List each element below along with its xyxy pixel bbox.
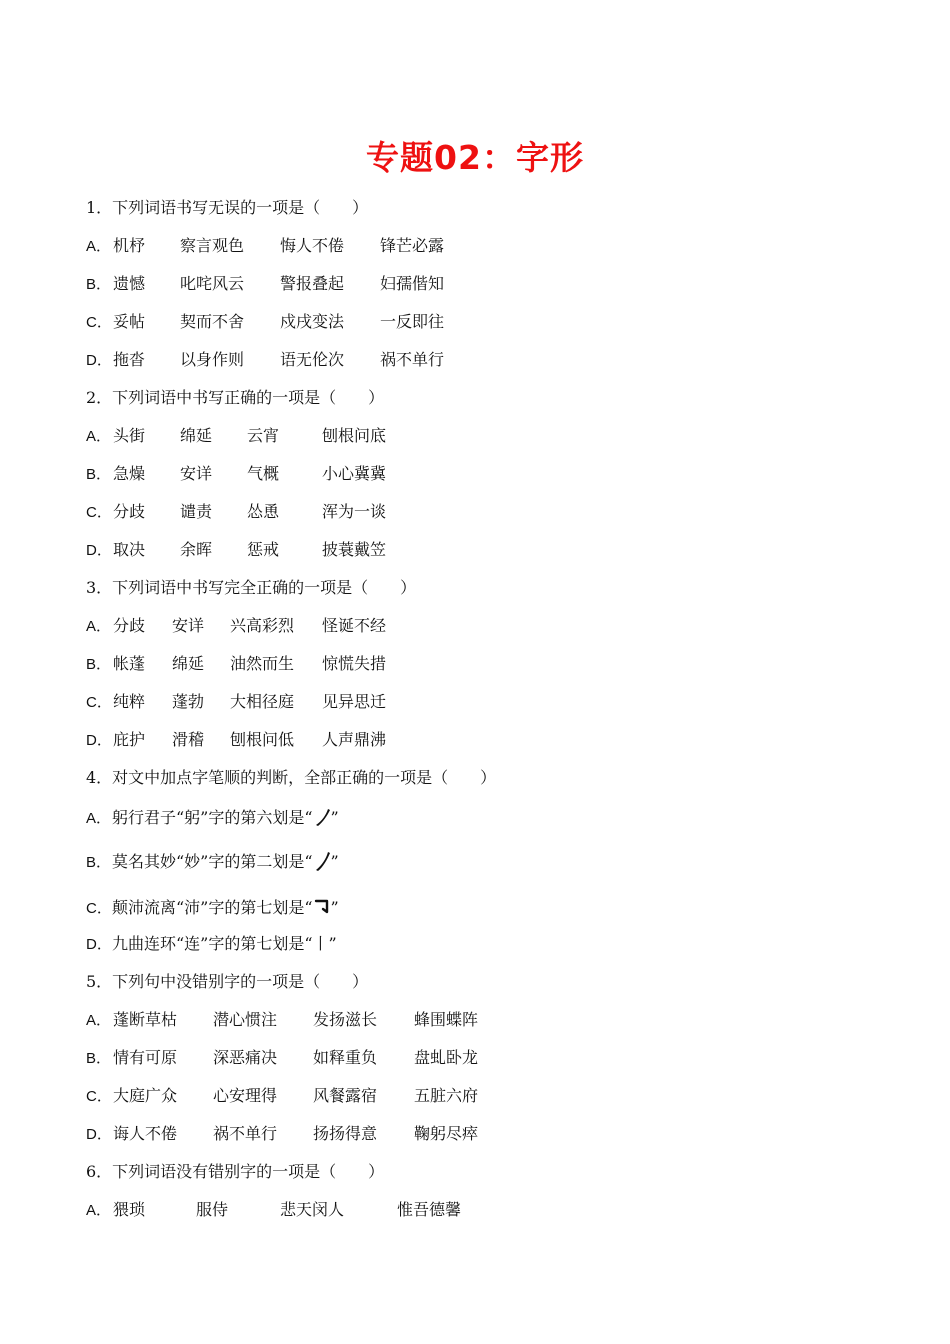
quote-close: ” [330, 898, 339, 917]
question-1-stem: 1．下列词语书写无误的一项是（ ） [86, 198, 369, 217]
pie-stroke-icon [313, 850, 331, 872]
q1-option-c [86, 312, 445, 333]
option-label: A． [86, 1202, 112, 1219]
q4-option-d [86, 934, 337, 955]
q4-option-c [86, 896, 339, 919]
word: 潜心惯注 [213, 1010, 278, 1029]
question-2-stem: 2．下列词语中书写正确的一项是（ ） [86, 388, 385, 407]
question-3-stem: 3．下列词语中书写完全正确的一项是（ ） [86, 578, 417, 597]
option-label: B． [86, 276, 112, 293]
word: 取决 [113, 540, 146, 559]
word: 惟吾德馨 [397, 1200, 462, 1219]
word: 深恶痛决 [213, 1048, 278, 1067]
word: 蜂围蝶阵 [414, 1010, 479, 1029]
option-label: D． [86, 936, 112, 953]
question-4-stem: 4．对文中加点字笔顺的判断，全部正确的一项是（ ） [86, 768, 497, 787]
word: 风餐露宿 [313, 1086, 378, 1105]
word: 悔人不倦 [280, 236, 345, 255]
word: 五脏六府 [414, 1086, 479, 1105]
word: 纯粹 [113, 692, 146, 711]
q5-option-a [86, 1010, 479, 1031]
question-5-stem: 5．下列句中没错别字的一项是（ ） [86, 972, 369, 991]
word: 拖沓 [113, 350, 146, 369]
word: 惊慌失措 [322, 654, 387, 673]
option-label: A． [86, 1012, 112, 1029]
option-label: A． [86, 810, 112, 827]
word: 油然而生 [230, 654, 295, 673]
q2-option-a [86, 426, 387, 447]
word: 大相径庭 [230, 692, 295, 711]
option-label: A． [86, 618, 112, 635]
q1-option-b [86, 274, 445, 295]
quote-close: ” [330, 852, 339, 871]
word: 头街 [113, 426, 146, 445]
q5-option-b [86, 1048, 479, 1069]
option-label: B． [86, 1050, 112, 1067]
word: 绵延 [172, 654, 205, 673]
word: 契而不舍 [180, 312, 245, 331]
word: 妥帖 [113, 312, 146, 331]
word: 一反即往 [380, 312, 445, 331]
word: 安详 [172, 616, 205, 635]
word: 祸不单行 [213, 1124, 278, 1143]
q1-option-a [86, 236, 445, 257]
option-label: C． [86, 504, 112, 521]
option-label: B． [86, 656, 112, 673]
word: 分歧 [113, 502, 146, 521]
word: 云宵 [247, 426, 280, 445]
word: 警报叠起 [280, 274, 345, 293]
word: 刨根问低 [230, 730, 295, 749]
q4-option-b [86, 850, 339, 873]
q1-option-d [86, 350, 445, 371]
word: 遗憾 [113, 274, 146, 293]
option-label: B． [86, 466, 112, 483]
option-text: 莫名其妙“妙”字的第二划是“ [112, 852, 313, 871]
option-text: 九曲连环“连”字的第七划是“丨” [112, 934, 337, 953]
q4-option-a [86, 806, 339, 829]
word: 怂恿 [247, 502, 280, 521]
word: 察言观色 [180, 236, 245, 255]
q2-option-b [86, 464, 387, 485]
word: 心安理得 [213, 1086, 278, 1105]
word: 小心冀冀 [322, 464, 387, 483]
word: 如释重负 [313, 1048, 378, 1067]
pie-stroke-icon [313, 806, 331, 828]
word: 祸不单行 [380, 350, 445, 369]
word: 蓬断草枯 [113, 1010, 178, 1029]
word: 人声鼎沸 [322, 730, 387, 749]
option-label: C． [86, 900, 112, 917]
word: 叱咤风云 [180, 274, 245, 293]
hengzhegou-stroke-icon [313, 896, 331, 918]
word: 气概 [247, 464, 280, 483]
option-label: D． [86, 732, 112, 749]
option-label: D． [86, 1126, 112, 1143]
word: 滑稽 [172, 730, 205, 749]
word: 悲天闵人 [280, 1200, 345, 1219]
q3-option-d [86, 730, 387, 751]
word: 诲人不倦 [113, 1124, 178, 1143]
q2-option-c [86, 502, 387, 523]
word: 发扬滋长 [313, 1010, 378, 1029]
option-label: D． [86, 542, 112, 559]
option-text: 躬行君子“躬”字的第六划是“ [112, 808, 313, 827]
word: 怪诞不经 [322, 616, 387, 635]
word: 浑为一谈 [322, 502, 387, 521]
word: 分歧 [113, 616, 146, 635]
word: 蓬勃 [172, 692, 205, 711]
word: 庇护 [113, 730, 146, 749]
word: 服侍 [196, 1200, 229, 1219]
option-label: B． [86, 854, 112, 871]
word: 扬扬得意 [313, 1124, 378, 1143]
word: 机杼 [113, 236, 146, 255]
q2-option-d [86, 540, 387, 561]
q6-option-a [86, 1200, 462, 1221]
option-text: 颠沛流离“沛”字的第七划是“ [112, 898, 313, 917]
quote-close: ” [330, 808, 339, 827]
option-label: A． [86, 428, 112, 445]
q3-option-a [86, 616, 387, 637]
word: 见异思迁 [322, 692, 387, 711]
question-6-stem: 6．下列词语没有错别字的一项是（ ） [86, 1162, 385, 1181]
word: 锋芒必露 [380, 236, 445, 255]
word: 情有可原 [113, 1048, 178, 1067]
word: 安详 [180, 464, 213, 483]
option-label: D． [86, 352, 112, 369]
word: 盘虬卧龙 [414, 1048, 479, 1067]
option-label: C． [86, 1088, 112, 1105]
word: 谴责 [180, 502, 213, 521]
word: 披蓑戴笠 [322, 540, 387, 559]
word: 惩戒 [247, 540, 280, 559]
word: 大庭广众 [113, 1086, 178, 1105]
page-title: 专题02：字形 [366, 138, 584, 177]
option-label: A． [86, 238, 112, 255]
word: 帐蓬 [113, 654, 146, 673]
q5-option-d [86, 1124, 479, 1145]
word: 绵延 [180, 426, 213, 445]
word: 语无伦次 [280, 350, 345, 369]
option-label: C． [86, 314, 112, 331]
word: 兴高彩烈 [230, 616, 295, 635]
word: 戍戌变法 [280, 312, 345, 331]
word: 妇孺偕知 [380, 274, 445, 293]
option-label: C． [86, 694, 112, 711]
word: 猥琐 [113, 1200, 146, 1219]
q3-option-c [86, 692, 387, 713]
q3-option-b [86, 654, 387, 675]
word: 急燥 [113, 464, 146, 483]
q5-option-c [86, 1086, 479, 1107]
word: 以身作则 [180, 350, 245, 369]
word: 余晖 [180, 540, 213, 559]
word: 刨根问底 [322, 426, 387, 445]
word: 鞠躬尽瘁 [414, 1124, 479, 1143]
